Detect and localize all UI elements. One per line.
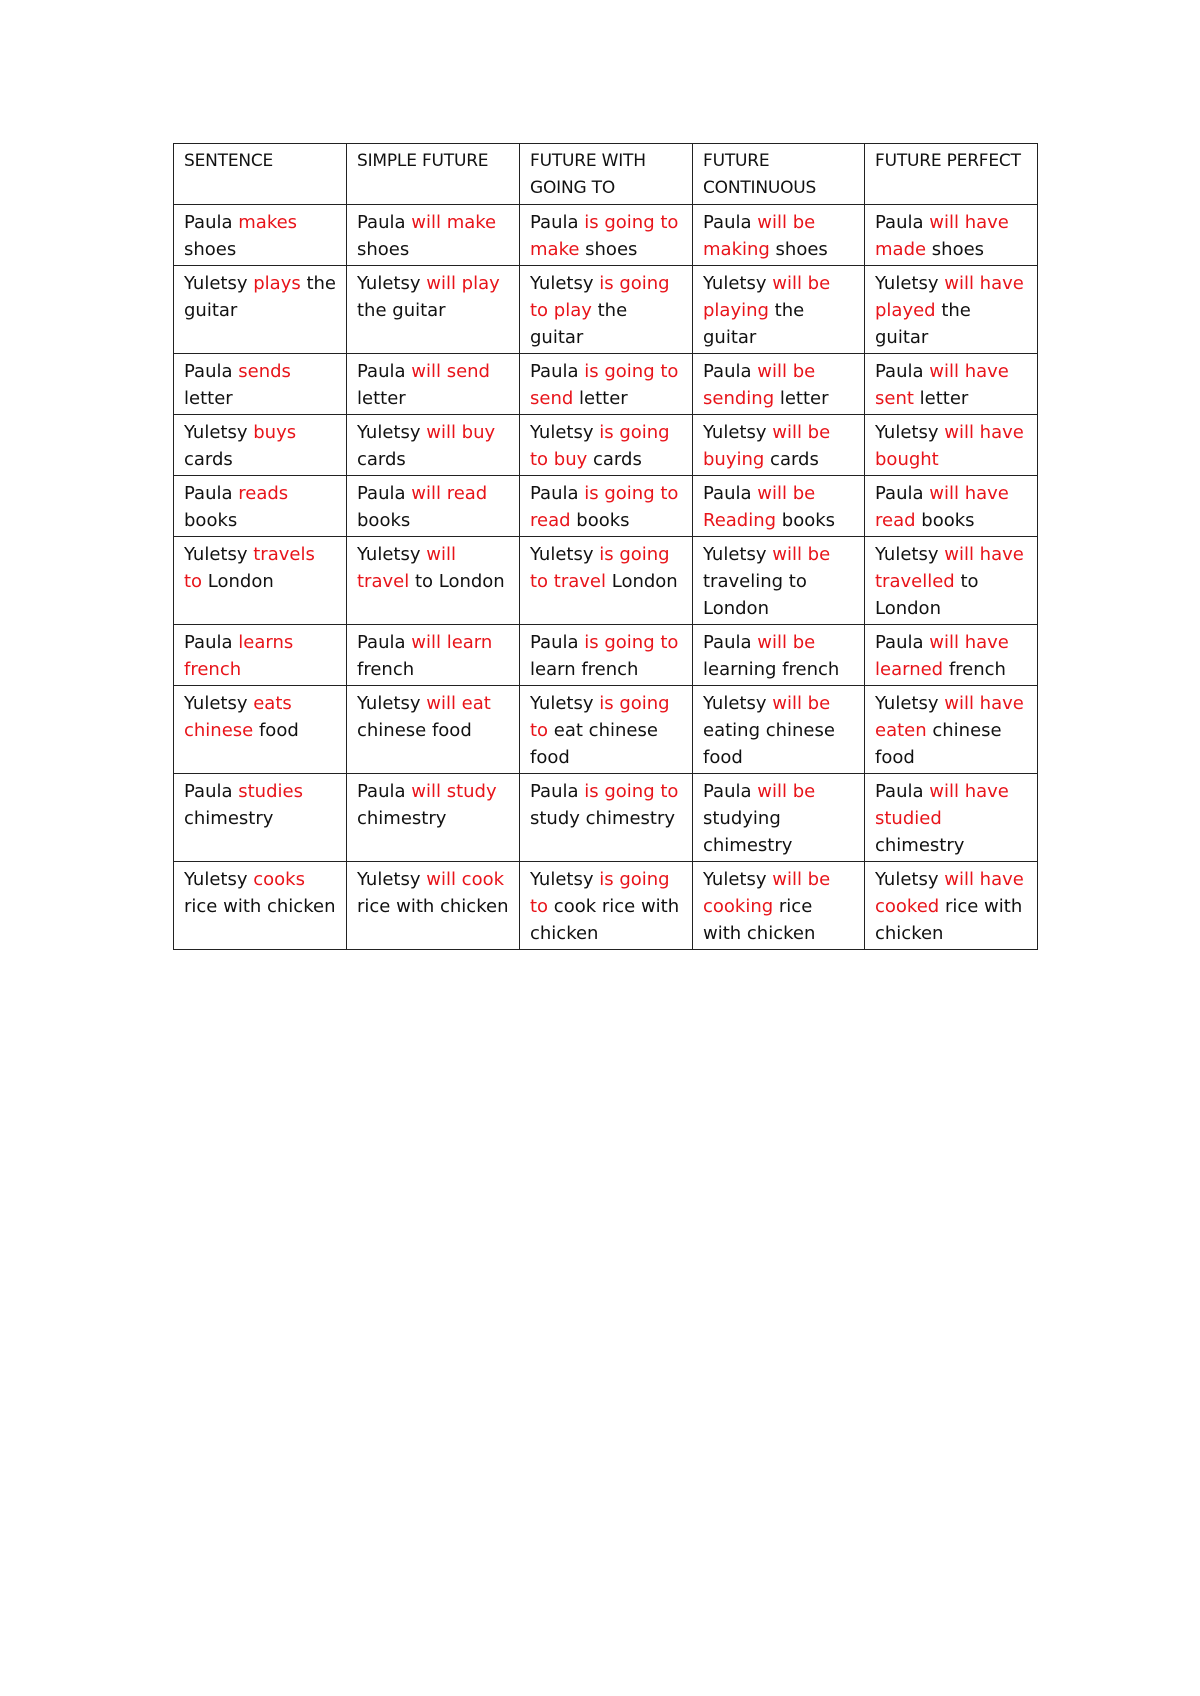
verb-highlight: will play	[426, 273, 500, 294]
sentence-text: chinese food	[357, 720, 472, 741]
verb-highlight: will be playing	[703, 273, 831, 321]
cell-sentence	[174, 476, 347, 537]
cell-sentence	[174, 537, 347, 625]
verb-highlight: will have bought	[875, 422, 1024, 470]
header-future-perfect: FUTURE PERFECT	[865, 144, 1038, 205]
sentence-text: the guitar	[875, 300, 971, 348]
sentence-text: letter	[357, 388, 406, 409]
sentence-text: books	[915, 510, 975, 531]
cell-future-perfect	[865, 537, 1038, 625]
sentence-text: Paula	[530, 212, 585, 233]
sentence-text: shoes	[579, 239, 638, 260]
cell-simple-future	[347, 205, 520, 266]
verb-highlight: will have made	[875, 212, 1009, 260]
verb-highlight: makes	[238, 212, 298, 233]
header-row	[174, 144, 1038, 205]
sentence-text: Paula	[703, 632, 758, 653]
verb-highlight: will have learned	[875, 632, 1009, 680]
sentence-text: Yuletsy	[357, 869, 427, 890]
cell-simple-future	[347, 537, 520, 625]
sentence-text: London	[202, 571, 274, 592]
sentence-text: Paula	[184, 483, 239, 504]
table-row	[174, 862, 1038, 950]
cell-future-continuous	[693, 625, 865, 686]
sentence-text: Paula	[530, 483, 585, 504]
sentence-text: learn french	[530, 659, 639, 680]
sentence-text: Paula	[357, 483, 412, 504]
table-row	[174, 354, 1038, 415]
cell-future-going-to	[520, 686, 693, 774]
verb-highlight: is going to buy	[530, 422, 670, 470]
verb-highlight: will read	[411, 483, 488, 504]
sentence-text: food	[253, 720, 299, 741]
sentence-text: Paula	[875, 483, 930, 504]
verb-highlight: will have sent	[875, 361, 1009, 409]
cell-sentence	[174, 774, 347, 862]
verb-highlight: will be	[757, 781, 816, 802]
cell-future-perfect	[865, 266, 1038, 354]
sentence-text: cards	[357, 449, 406, 470]
header-future-going-to: FUTURE WITH GOING TO	[520, 144, 693, 205]
sentence-text: Paula	[875, 212, 930, 233]
verb-highlight: will have played	[875, 273, 1024, 321]
sentence-text: Paula	[184, 212, 239, 233]
sentence-text: rice with chicken	[875, 896, 1023, 944]
sentence-text: Yuletsy	[357, 422, 427, 443]
table-row	[174, 476, 1038, 537]
sentence-text: traveling to London	[703, 571, 807, 619]
sentence-text: eat chinese food	[530, 720, 658, 768]
sentence-text: Yuletsy	[875, 544, 945, 565]
cell-sentence	[174, 266, 347, 354]
sentence-text: shoes	[769, 239, 828, 260]
sentence-text: Yuletsy	[875, 273, 945, 294]
cell-future-perfect	[865, 774, 1038, 862]
table-row	[174, 415, 1038, 476]
table-row	[174, 686, 1038, 774]
verb-highlight: studies	[238, 781, 303, 802]
cell-future-perfect	[865, 625, 1038, 686]
sentence-text: Yuletsy	[184, 869, 254, 890]
sentence-text: Paula	[357, 781, 412, 802]
sentence-text: to London	[875, 571, 979, 619]
verb-highlight: will be Reading	[703, 483, 816, 531]
sentence-text: the guitar	[184, 273, 336, 321]
sentence-text: shoes	[926, 239, 985, 260]
verb-highlight: learns french	[184, 632, 294, 680]
verb-highlight: is going to travel	[530, 544, 670, 592]
verb-highlight: will be making	[703, 212, 816, 260]
verb-highlight: will be buying	[703, 422, 831, 470]
sentence-text: cards	[587, 449, 642, 470]
cell-future-going-to	[520, 476, 693, 537]
sentence-text: Paula	[184, 361, 239, 382]
cell-future-going-to	[520, 862, 693, 950]
cell-future-perfect	[865, 205, 1038, 266]
cell-future-continuous	[693, 266, 865, 354]
sentence-text: Paula	[875, 632, 930, 653]
sentence-text: Yuletsy	[703, 544, 773, 565]
verb-highlight: will travel	[357, 544, 456, 592]
sentence-text: Paula	[530, 781, 585, 802]
verb-highlight: will be	[772, 693, 831, 714]
sentence-text: chinese food	[875, 720, 1002, 768]
table-row	[174, 774, 1038, 862]
cell-future-continuous	[693, 476, 865, 537]
cell-future-continuous	[693, 686, 865, 774]
cell-simple-future	[347, 862, 520, 950]
sentence-text: Paula	[530, 632, 585, 653]
cell-future-perfect	[865, 415, 1038, 476]
verb-highlight: is going to	[584, 781, 679, 802]
sentence-text: Yuletsy	[875, 869, 945, 890]
sentence-text: Paula	[703, 361, 758, 382]
verb-highlight: sends	[238, 361, 291, 382]
sentence-text: Yuletsy	[703, 422, 773, 443]
cell-future-going-to	[520, 415, 693, 476]
sentence-text: learning french	[703, 659, 840, 680]
sentence-text: Paula	[875, 781, 930, 802]
sentence-text: Yuletsy	[530, 273, 600, 294]
sentence-text: the guitar	[703, 300, 805, 348]
verb-highlight: will buy	[426, 422, 496, 443]
cell-sentence	[174, 205, 347, 266]
sentence-text: Paula	[357, 632, 412, 653]
header-future-continuous: FUTURE CONTINUOUS	[693, 144, 865, 205]
sentence-text: shoes	[184, 239, 237, 260]
cell-future-going-to	[520, 625, 693, 686]
sentence-text: Paula	[357, 212, 412, 233]
sentence-text: Yuletsy	[184, 544, 254, 565]
sentence-text: Yuletsy	[875, 422, 945, 443]
sentence-text: books	[570, 510, 630, 531]
verb-highlight: will make	[411, 212, 497, 233]
sentence-text: Yuletsy	[357, 544, 427, 565]
verb-highlight: will be	[757, 632, 816, 653]
header-simple-future: SIMPLE FUTURE	[347, 144, 520, 205]
table-row	[174, 205, 1038, 266]
cell-future-continuous	[693, 537, 865, 625]
cell-sentence	[174, 686, 347, 774]
tense-table	[173, 143, 1038, 950]
verb-highlight: plays	[253, 273, 301, 294]
cell-simple-future	[347, 774, 520, 862]
verb-highlight: travels to	[184, 544, 315, 592]
verb-highlight: is going to send	[530, 361, 679, 409]
sentence-text: books	[776, 510, 836, 531]
verb-highlight: will have studied	[875, 781, 1009, 829]
sentence-text: chimestry	[357, 808, 447, 829]
sentence-text: Yuletsy	[184, 693, 254, 714]
verb-highlight: is going to make	[530, 212, 679, 260]
sentence-text: rice with chicken	[703, 896, 816, 944]
cell-future-continuous	[693, 205, 865, 266]
verb-highlight: will have read	[875, 483, 1009, 531]
verb-highlight: will cook	[426, 869, 505, 890]
table-row	[174, 266, 1038, 354]
verb-highlight: buys	[253, 422, 297, 443]
sentence-text: french	[943, 659, 1006, 680]
sentence-text: Paula	[184, 781, 239, 802]
sentence-text: shoes	[357, 239, 410, 260]
table-row	[174, 625, 1038, 686]
sentence-text: cards	[764, 449, 819, 470]
sentence-text: eating chinese food	[703, 720, 835, 768]
verb-highlight: is going to	[530, 869, 670, 917]
cell-simple-future	[347, 415, 520, 476]
sentence-text: the guitar	[357, 300, 446, 321]
table-body	[174, 205, 1038, 950]
verb-highlight: will be	[772, 544, 831, 565]
sentence-text: Paula	[184, 632, 239, 653]
verb-highlight: reads	[238, 483, 289, 504]
cell-future-continuous	[693, 862, 865, 950]
cell-simple-future	[347, 266, 520, 354]
sentence-text: Paula	[703, 483, 758, 504]
verb-highlight: is going to play	[530, 273, 670, 321]
header-sentence: SENTENCE	[174, 144, 347, 205]
sentence-text: Yuletsy	[875, 693, 945, 714]
sentence-text: studying chimestry	[703, 808, 793, 856]
verb-highlight: is going to read	[530, 483, 679, 531]
verb-highlight: will have eaten	[875, 693, 1024, 741]
sentence-text: books	[357, 510, 411, 531]
sentence-text: to London	[409, 571, 505, 592]
verb-highlight: eats chinese	[184, 693, 292, 741]
cell-future-continuous	[693, 774, 865, 862]
cell-future-going-to	[520, 354, 693, 415]
sentence-text: the guitar	[530, 300, 628, 348]
sentence-text: letter	[774, 388, 829, 409]
cell-future-going-to	[520, 537, 693, 625]
sentence-text: cards	[184, 449, 233, 470]
table-row	[174, 537, 1038, 625]
sentence-text: Yuletsy	[357, 693, 427, 714]
cell-simple-future	[347, 354, 520, 415]
sentence-text: Yuletsy	[703, 273, 773, 294]
sentence-text: french	[357, 659, 415, 680]
sentence-text: chimestry	[184, 808, 274, 829]
cell-future-perfect	[865, 476, 1038, 537]
sentence-text: Yuletsy	[184, 422, 254, 443]
cell-simple-future	[347, 686, 520, 774]
sentence-text: Paula	[703, 212, 758, 233]
verb-highlight: will study	[411, 781, 497, 802]
verb-highlight: will send	[411, 361, 490, 382]
sentence-text: rice with chicken	[184, 896, 336, 917]
cell-future-going-to	[520, 774, 693, 862]
cell-future-going-to	[520, 266, 693, 354]
sentence-text: Yuletsy	[184, 273, 254, 294]
verb-highlight: will be sending	[703, 361, 816, 409]
sentence-text: rice with chicken	[357, 896, 509, 917]
sentence-text: Paula	[530, 361, 585, 382]
sentence-text: letter	[573, 388, 628, 409]
sentence-text: Yuletsy	[530, 869, 600, 890]
sentence-text: letter	[913, 388, 969, 409]
verb-highlight: will learn	[411, 632, 493, 653]
cell-future-continuous	[693, 415, 865, 476]
cell-future-perfect	[865, 686, 1038, 774]
verb-highlight: will have travelled	[875, 544, 1024, 592]
sentence-text: Yuletsy	[703, 869, 773, 890]
sentence-text: Yuletsy	[530, 693, 600, 714]
sentence-text: letter	[184, 388, 233, 409]
cell-simple-future	[347, 476, 520, 537]
cell-sentence	[174, 415, 347, 476]
sentence-text: Yuletsy	[530, 422, 600, 443]
verb-highlight: is going to	[530, 693, 670, 741]
sentence-text: chimestry	[875, 835, 965, 856]
sentence-text: London	[606, 571, 678, 592]
cell-sentence	[174, 625, 347, 686]
sentence-text: Paula	[357, 361, 412, 382]
verb-highlight: will have cooked	[875, 869, 1024, 917]
sentence-text: Paula	[875, 361, 930, 382]
verb-highlight: will eat	[426, 693, 491, 714]
verb-highlight: will be cooking	[703, 869, 831, 917]
sentence-text: Yuletsy	[357, 273, 427, 294]
sentence-text: Yuletsy	[530, 544, 600, 565]
sentence-text: Yuletsy	[703, 693, 773, 714]
cell-future-going-to	[520, 205, 693, 266]
cell-sentence	[174, 862, 347, 950]
sentence-text: cook rice with chicken	[530, 896, 680, 944]
verb-highlight: cooks	[253, 869, 305, 890]
sentence-text: study chimestry	[530, 808, 676, 829]
cell-future-continuous	[693, 354, 865, 415]
cell-future-perfect	[865, 862, 1038, 950]
sentence-text: Paula	[703, 781, 758, 802]
verb-highlight: is going to	[584, 632, 679, 653]
sentence-text: books	[184, 510, 238, 531]
cell-sentence	[174, 354, 347, 415]
cell-simple-future	[347, 625, 520, 686]
cell-future-perfect	[865, 354, 1038, 415]
